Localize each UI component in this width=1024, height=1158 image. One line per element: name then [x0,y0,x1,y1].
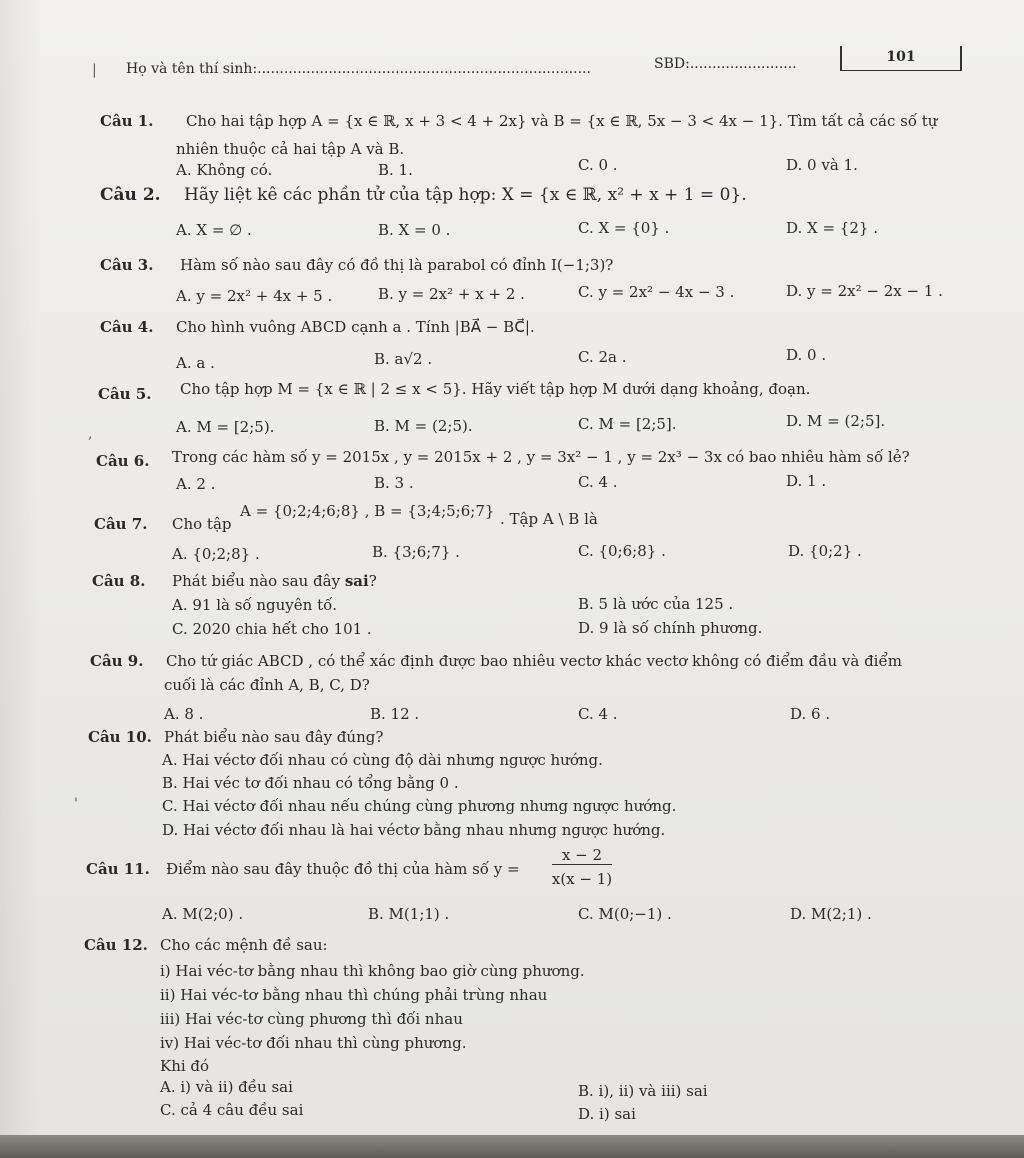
q7-option-d: D. {0;2} . [788,542,862,560]
q6-option-d: D. 1 . [786,472,827,490]
question-6-label: Câu 6. [96,452,150,470]
q4-option-a: A. a . [176,354,215,372]
question-1-text-line2: nhiên thuộc cả hai tập A và B. [176,140,405,158]
q2-option-a: A. X = ∅ . [176,221,252,239]
question-9-text-line2: cuối là các đỉnh A, B, C, D? [164,676,370,694]
question-12-label: Câu 12. [84,936,148,954]
q8-option-c: C. 2020 chia hết cho 101 . [172,620,372,638]
q12-option-d: D. i) sai [578,1105,636,1123]
question-7-text-c: . Tập A \ B là [500,510,598,528]
q4-option-d: D. 0 . [786,346,827,364]
sbd-label: SBD: [654,56,690,72]
q10-option-a: A. Hai véctơ đối nhau có cùng độ dài nhưng ngược hướng. [162,751,603,769]
exam-code-box [840,46,962,71]
q12-statement-4: iv) Hai véc-tơ đối nhau thì cùng phương. [160,1034,467,1052]
q12-statement-3: iii) Hai véc-tơ cùng phương thì đối nhau [160,1010,463,1028]
q9-option-d: D. 6 . [790,705,831,723]
q2-option-d: D. X = {2} . [786,219,878,237]
question-4-label: Câu 4. [100,318,154,336]
q11-option-d: D. M(2;1) . [790,905,872,923]
q11-option-c: C. M(0;−1) . [578,905,672,923]
q1-option-c: C. 0 . [578,156,618,174]
question-3-label: Câu 3. [100,256,154,274]
question-2-label: Câu 2. [100,185,161,205]
candidate-name-field [126,60,591,78]
q9-option-a: A. 8 . [164,705,204,723]
q5-option-c: C. M = [2;5]. [578,415,677,433]
question-8-text-a: Phát biểu nào sau đây [172,572,345,590]
q3-option-c: C. y = 2x² − 4x − 3 . [578,283,735,301]
question-3-text: Hàm số nào sau đây có đồ thị là parabol có đỉnh I(−1;3)? [180,256,614,274]
question-11-text: Điểm nào sau đây thuộc đồ thị của hàm số y = [166,860,520,878]
question-7-label: Câu 7. [94,515,148,533]
name-label: Họ và tên thí sinh: [126,61,258,77]
question-9-text: Cho tứ giác ABCD , có thể xác định được bao nhiêu vectơ khác vectơ không có điểm đầu và điểm [166,652,902,670]
question-9-label: Câu 9. [90,652,144,670]
q5-option-a: A. M = [2;5). [176,418,275,436]
q6-option-a: A. 2 . [176,475,216,493]
question-2-text: Hãy liệt kê các phần tử của tập hợp: X = {x ∈ ℝ, x² + x + 1 = 0}. [184,185,747,205]
question-10-label: Câu 10. [88,728,152,746]
question-4-text: Cho hình vuông ABCD cạnh a . Tính |BA⃗ − BC⃗|. [176,318,535,336]
question-8-emphasis: sai [344,572,369,590]
question-11-label: Câu 11. [86,860,150,878]
q9-option-b: B. 12 . [370,705,420,723]
q8-option-d: D. 9 là số chính phương. [578,619,763,637]
q3-option-a: A. y = 2x² + 4x + 5 . [176,287,333,305]
q3-option-d: D. y = 2x² − 2x − 1 . [786,282,943,300]
q7-option-c: C. {0;6;8} . [578,542,666,560]
q6-option-c: C. 4 . [578,473,618,491]
question-8-text-c: ? [368,572,377,590]
name-dots: ........................................................................... [257,61,591,77]
q3-option-b: B. y = 2x² + x + 2 . [378,285,525,303]
q7-option-a: A. {0;2;8} . [172,545,260,563]
q2-option-c: C. X = {0} . [578,219,670,237]
q5-option-d: D. M = (2;5]. [786,412,886,430]
q11-option-b: B. M(1;1) . [368,905,450,923]
margin-mark: , [88,426,93,442]
q8-option-a: A. 91 là số nguyên tố. [172,596,338,614]
q12-option-b: B. i), ii) và iii) sai [578,1082,708,1100]
question-6-text: Trong các hàm số y = 2015x , y = 2015x + 2 , y = 3x² − 1 , y = 2x³ − 3x có bao nhiêu hàm số lẻ? [172,448,910,466]
margin-mark: ' [74,796,78,812]
question-7-sets: A = {0;2;4;6;8} , B = {3;4;5;6;7} [240,502,495,520]
q1-option-b: B. 1. [378,161,413,179]
page-shadow [0,0,40,1158]
question-1-label: Câu 1. [100,112,154,130]
q11-option-a: A. M(2;0) . [162,905,244,923]
q12-option-c: C. cả 4 câu đều sai [160,1101,304,1119]
sbd-dots: ........................ [689,56,797,72]
question-1-text: Cho hai tập hợp A = {x ∈ ℝ, x + 3 < 4 + 2x} và B = {x ∈ ℝ, 5x − 3 < 4x − 1}. Tìm tất cả các số tự [186,112,938,130]
q1-option-a: A. Không có. [176,161,273,179]
q5-option-b: B. M = (2;5). [374,417,473,435]
question-10-text: Phát biểu nào sau đây đúng? [164,728,384,746]
q12-option-a: A. i) và ii) đều sai [160,1078,293,1096]
q12-statement-1: i) Hai véc-tơ bằng nhau thì không bao giờ cùng phương. [160,962,585,980]
q10-option-c: C. Hai véctơ đối nhau nếu chúng cùng phương nhưng ngược hướng. [162,797,677,815]
question-12-text: Cho các mệnh đề sau: [160,936,328,954]
question-5-label: Câu 5. [98,385,152,403]
q12-conclusion: Khi đó [160,1057,210,1075]
q12-statement-2: ii) Hai véc-tơ bằng nhau thì chúng phải trùng nhau [160,986,548,1004]
table-edge [0,1135,1024,1158]
question-5-text: Cho tập hợp M = {x ∈ ℝ | 2 ≤ x < 5}. Hãy viết tập hợp M dưới dạng khoảng, đoạn. [180,380,811,398]
question-8-label: Câu 8. [92,572,146,590]
question-8-text [172,572,377,590]
q6-option-b: B. 3 . [374,474,414,492]
q4-option-b: B. a√2 . [374,350,433,368]
q11-fraction-numerator: x − 2 [552,846,612,865]
question-7-text-a: Cho tập [172,515,232,533]
q2-option-b: B. X = 0 . [378,221,451,239]
q4-option-c: C. 2a . [578,348,627,366]
q10-option-b: B. Hai véc tơ đối nhau có tổng bằng 0 . [162,774,459,792]
q9-option-c: C. 4 . [578,705,618,723]
q7-option-b: B. {3;6;7} . [372,543,460,561]
margin-mark: | [92,62,97,78]
q10-option-d: D. Hai véctơ đối nhau là hai véctơ bằng nhau nhưng ngược hướng. [162,821,666,839]
q1-option-d: D. 0 và 1. [786,156,858,174]
q8-option-b: B. 5 là ước của 125 . [578,595,734,613]
q11-fraction-denominator: x(x − 1) [551,870,613,888]
sbd-field [654,55,797,73]
exam-code: 101 [886,49,916,65]
